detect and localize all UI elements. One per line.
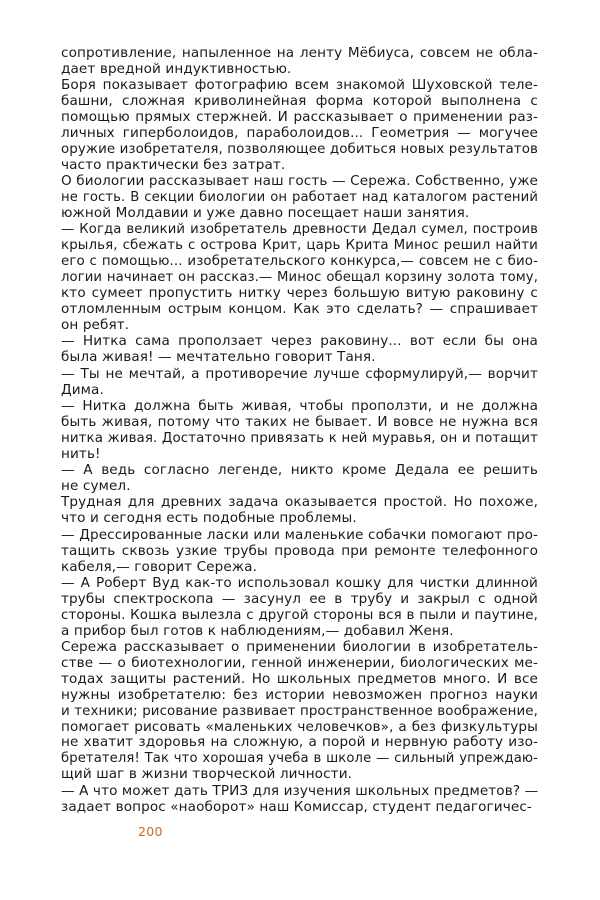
text-line: Трудная для древних задача оказывается простой. Но похоже, — [61, 494, 538, 511]
text-line: — Дрессированные ласки или маленькие собачки помогают про- — [61, 526, 538, 543]
text-line: башни, сложная криволинейная форма которой выполнена с — [61, 93, 538, 110]
text-line: его с помощью... изобретательского конкурса,— совсем не с био- — [61, 254, 538, 270]
paragraph — [61, 222, 538, 333]
paragraph — [61, 495, 538, 527]
text-line: а прибор был готов к наблюдениям,— добавил Женя. — [61, 622, 454, 639]
text-line: щий шаг в жизни творческой личности. — [61, 766, 353, 783]
text-line: южной Молдавии и уже давно посещает наши занятия. — [61, 205, 470, 222]
text-line: оружие изобретателя, позволяющее добиться новых результатов — [61, 141, 538, 157]
text-line: логии начинает он рассказ.— Минос обещал корзину золота тому, — [61, 270, 538, 286]
text-line: что и сегодня есть подобные проблемы. — [61, 510, 357, 527]
paragraph — [61, 576, 538, 640]
paragraph — [61, 640, 538, 783]
paragraph — [61, 78, 538, 173]
text-line: дает вредной индуктивностью. — [61, 60, 292, 77]
text-line: бретателя! Так что хорошая учеба в школе — сильный упреждаю- — [61, 751, 538, 767]
text-line: — Нитка должна быть живая, чтобы проползти, и не должна — [61, 397, 538, 414]
text-line: тащить сквозь узкие трубы провода при ремонте телефонного — [61, 542, 538, 559]
text-line: трубы спектроскопа — засунул ее в трубу и закрыл с одной — [61, 590, 538, 607]
text-line: и техники; рисование развивает пространственное воображение, — [61, 703, 538, 719]
text-line: — Ты не мечтай, а противоречие лучше сформулируй,— ворчит — [61, 365, 538, 382]
text-line: быть живая, потому что таких не бывает. И вовсе не нужна вся — [61, 413, 538, 430]
text-line: стороны. Кошка вылезла с другой стороны вся в пыли и паутине, — [61, 607, 538, 623]
text-line: кабеля,— говорит Сережа. — [61, 558, 258, 575]
text-line: задает вопрос «наоборот» наш Комиссар, студент педагогичес- — [61, 798, 532, 815]
text-line: — Нитка сама проползает через раковину... вот если бы она — [61, 333, 538, 350]
text-line: помощью прямых стержней. И рассказывает о применении раз- — [61, 109, 538, 126]
text-line: была живая! — мечтательно говорит Таня. — [61, 349, 376, 366]
paragraph — [61, 46, 538, 78]
text-line: отломленным острым концом. Как это сделать? — спрашивает — [61, 301, 538, 317]
text-line: сопротивление, напыленное на ленту Мёбиуса, совсем не обла- — [61, 45, 538, 61]
text-line: О биологии рассказывает наш гость — Сережа. Собственно, уже — [61, 173, 538, 190]
page-number: 200 — [138, 824, 163, 839]
text-line: стве — о биотехнологии, генной инженерии, биологических ме- — [61, 654, 538, 671]
text-line: часто практически без затрат. — [61, 156, 286, 173]
text-line: крылья, сбежать с острова Крит, царь Крита Минос решил найти — [61, 238, 538, 254]
text-line: помогает рисовать «маленьких человечков», а без физкультуры — [61, 718, 538, 735]
paragraph — [61, 463, 538, 495]
text-line: кто сумеет пропустить нитку через большую витую раковину с — [61, 285, 538, 302]
text-line: — А ведь согласно легенде, никто кроме Дедала ее решить — [61, 462, 538, 479]
text-line: не хватит здоровья на сложную, а порой и нервную работу изо- — [61, 734, 538, 751]
text-line: нитка живая. Достаточно привязать к ней муравья, он и потащит — [61, 430, 538, 446]
text-line: нить! — [61, 445, 101, 462]
paragraph — [61, 174, 538, 222]
paragraph — [61, 399, 538, 463]
text-line: Боря показывает фотографию всем знакомой Шуховской теле- — [61, 77, 538, 94]
paragraph — [61, 367, 538, 399]
text-line: личных гиперболоидов, параболоидов... Геометрия — могучее — [61, 125, 538, 142]
text-line: Дима. — [61, 381, 104, 398]
paragraph — [61, 784, 538, 816]
text-line: он ребят. — [61, 316, 130, 333]
text-line: не гость. В секции биологии он работает над каталогом растений — [61, 190, 538, 206]
text-line: — А Роберт Вуд как-то использовал кошку для чистки длинной — [61, 574, 538, 591]
text-line: Сережа рассказывает о применении биологии в изобретатель- — [61, 639, 538, 656]
text-line: — Когда великий изобретатель древности Дедал сумел, построив — [61, 222, 538, 238]
text-line: нужны изобретателю: без истории невозможен прогноз науки — [61, 686, 538, 703]
text-line: — А что может дать ТРИЗ для изучения школьных предметов? — — [61, 782, 539, 799]
text-line: не сумел. — [61, 477, 131, 494]
body-text — [61, 46, 538, 816]
paragraph — [61, 528, 538, 576]
text-line: тодах защиты растений. Но школьных предметов много. И все — [61, 670, 538, 687]
paragraph — [61, 334, 538, 366]
